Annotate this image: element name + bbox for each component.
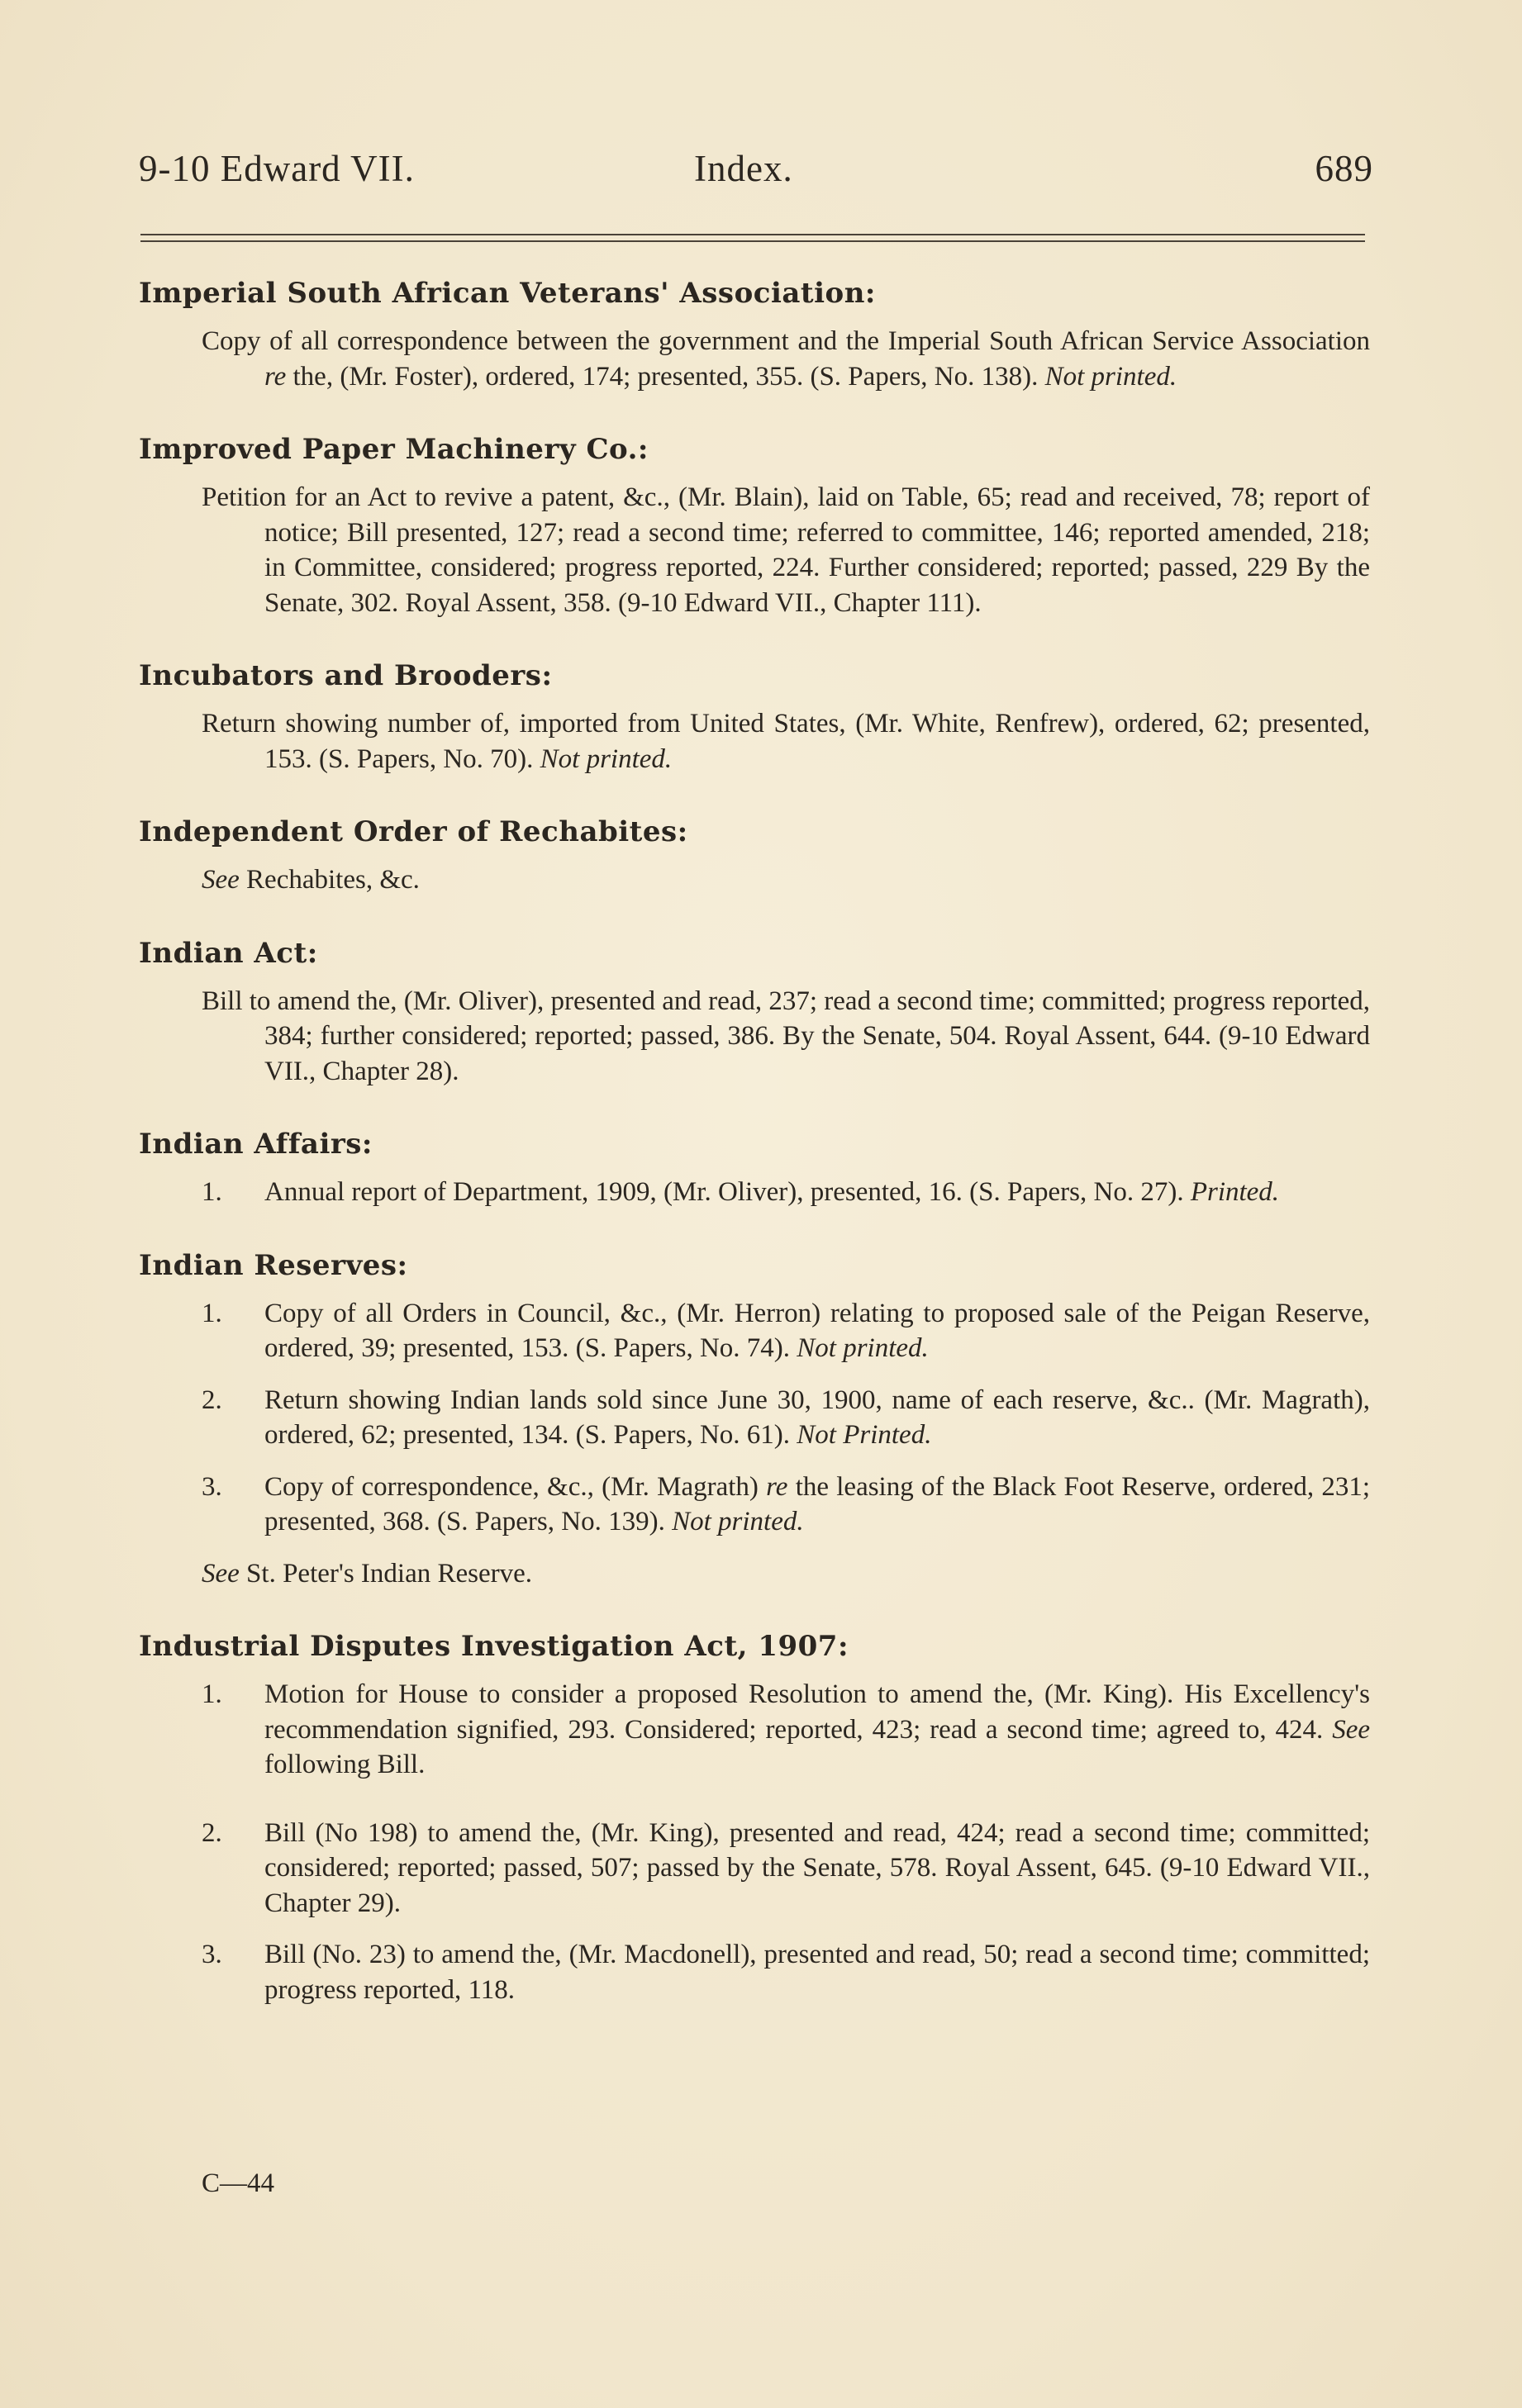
index-section xyxy=(139,1247,1370,1592)
index-section xyxy=(139,274,1370,394)
index-entry: Petition for an Act to revive a patent, &c., (Mr. Blain), laid on Table, 65; read and received, 78; report of notice; Bill presented, 127; read a second time; referred to committee, 146; reported amended, 218; in Committee, considered; progress reported, 224. Further considered; reported; passed, 229 By the Senate, 302. Royal Assent, 358. (9-10 Edward VII., Chapter 111). xyxy=(202,482,1370,618)
numbered-entry: 2. Bill (No 198) to amend the, (Mr. King), presented and read, 424; read a second time; committed; considered; reported; passed, 507; passed by the Senate, 578. Royal Assent, 645. (9-10 Edward VII., Chapter 29). xyxy=(139,1816,1370,1921)
running-header xyxy=(139,147,1373,205)
header-rule-bottom xyxy=(140,240,1365,242)
numbered-entry: 3. Bill (No. 23) to amend the, (Mr. Macdonell), presented and read, 50; read a second time; committed; progress reported, 118. xyxy=(139,1937,1370,2007)
index-section xyxy=(139,657,1370,777)
numbered-entry: 2. Return showing Indian lands sold since June 30, 1900, name of each reserve, &c.. (Mr. Magrath), ordered, 62; presented, 134. (S. Papers, No. 61). Not Printed. xyxy=(139,1383,1370,1453)
signature-mark: C—44 xyxy=(202,2168,275,2198)
header-rule-top xyxy=(140,234,1365,235)
see-reference: See Rechabites, &c. xyxy=(202,865,420,895)
entry-number: 2. xyxy=(202,1817,222,1848)
numbered-entry: 1. Annual report of Department, 1909, (Mr. Oliver), presented, 16. (S. Papers, No. 27). Printed. xyxy=(139,1175,1370,1210)
section-heading: Independent Order of Rechabites: xyxy=(139,815,688,848)
entry-number: 2. xyxy=(202,1384,222,1415)
section-heading: Indian Affairs: xyxy=(139,1128,373,1161)
index-entry: Return showing number of, imported from United States, (Mr. White, Renfrew), ordered, 62; presented, 153. (S. Papers, No. 70). Not printed. xyxy=(202,709,1370,774)
section-heading: Incubators and Brooders: xyxy=(139,659,553,692)
index-section xyxy=(139,1627,1370,2007)
header-title: Index. xyxy=(694,148,793,189)
section-heading: Indian Reserves: xyxy=(139,1248,408,1282)
section-heading: Industrial Disputes Investigation Act, 1907: xyxy=(139,1630,849,1663)
see-reference: See St. Peter's Indian Reserve. xyxy=(202,1558,532,1589)
index-entry: Copy of all correspondence between the government and the Imperial South African Service Association re the, (Mr. Foster), ordered, 174; presented, 355. (S. Papers, No. 138). Not printed. xyxy=(202,326,1370,392)
section-heading: Indian Act: xyxy=(139,936,318,970)
numbered-entry: 1. Motion for House to consider a proposed Resolution to amend the, (Mr. King). His Excellency's recommendation signified, 293. Considered; reported, 423; read a second time; agreed to, 424. See following Bill. xyxy=(139,1677,1370,1783)
index-entry: Bill to amend the, (Mr. Oliver), presented and read, 237; read a second time; committed; progress reported, 384; further considered; reported; passed, 386. By the Senate, 504. Royal Assent, 644. (9-10 Edward VII., Chapter 28). xyxy=(202,986,1370,1086)
index-section xyxy=(139,1125,1370,1210)
entry-number: 3. xyxy=(202,1940,222,1969)
numbered-entry: 1. Copy of all Orders in Council, &c., (Mr. Herron) relating to proposed sale of the Peigan Reserve, ordered, 39; presented, 153. (S. Papers, No. 74). Not printed. xyxy=(139,1296,1370,1366)
entry-number: 1. xyxy=(202,1298,222,1328)
entry-number: 3. xyxy=(202,1471,222,1502)
index-content xyxy=(139,274,1370,2044)
page-number: 689 xyxy=(1315,148,1373,189)
index-section xyxy=(139,813,1370,898)
index-section xyxy=(139,934,1370,1090)
header-volume: 9-10 Edward VII. xyxy=(139,148,415,189)
section-heading: Imperial South African Veterans' Association: xyxy=(139,277,876,310)
entry-number: 1. xyxy=(202,1177,222,1207)
section-heading: Improved Paper Machinery Co.: xyxy=(139,433,649,466)
entry-number: 1. xyxy=(202,1679,222,1709)
numbered-entry: 3. Copy of correspondence, &c., (Mr. Magrath) re the leasing of the Black Foot Reserve, ordered, 231; presented, 368. (S. Papers, No. 139). Not printed. xyxy=(139,1470,1370,1540)
index-section xyxy=(139,430,1370,620)
